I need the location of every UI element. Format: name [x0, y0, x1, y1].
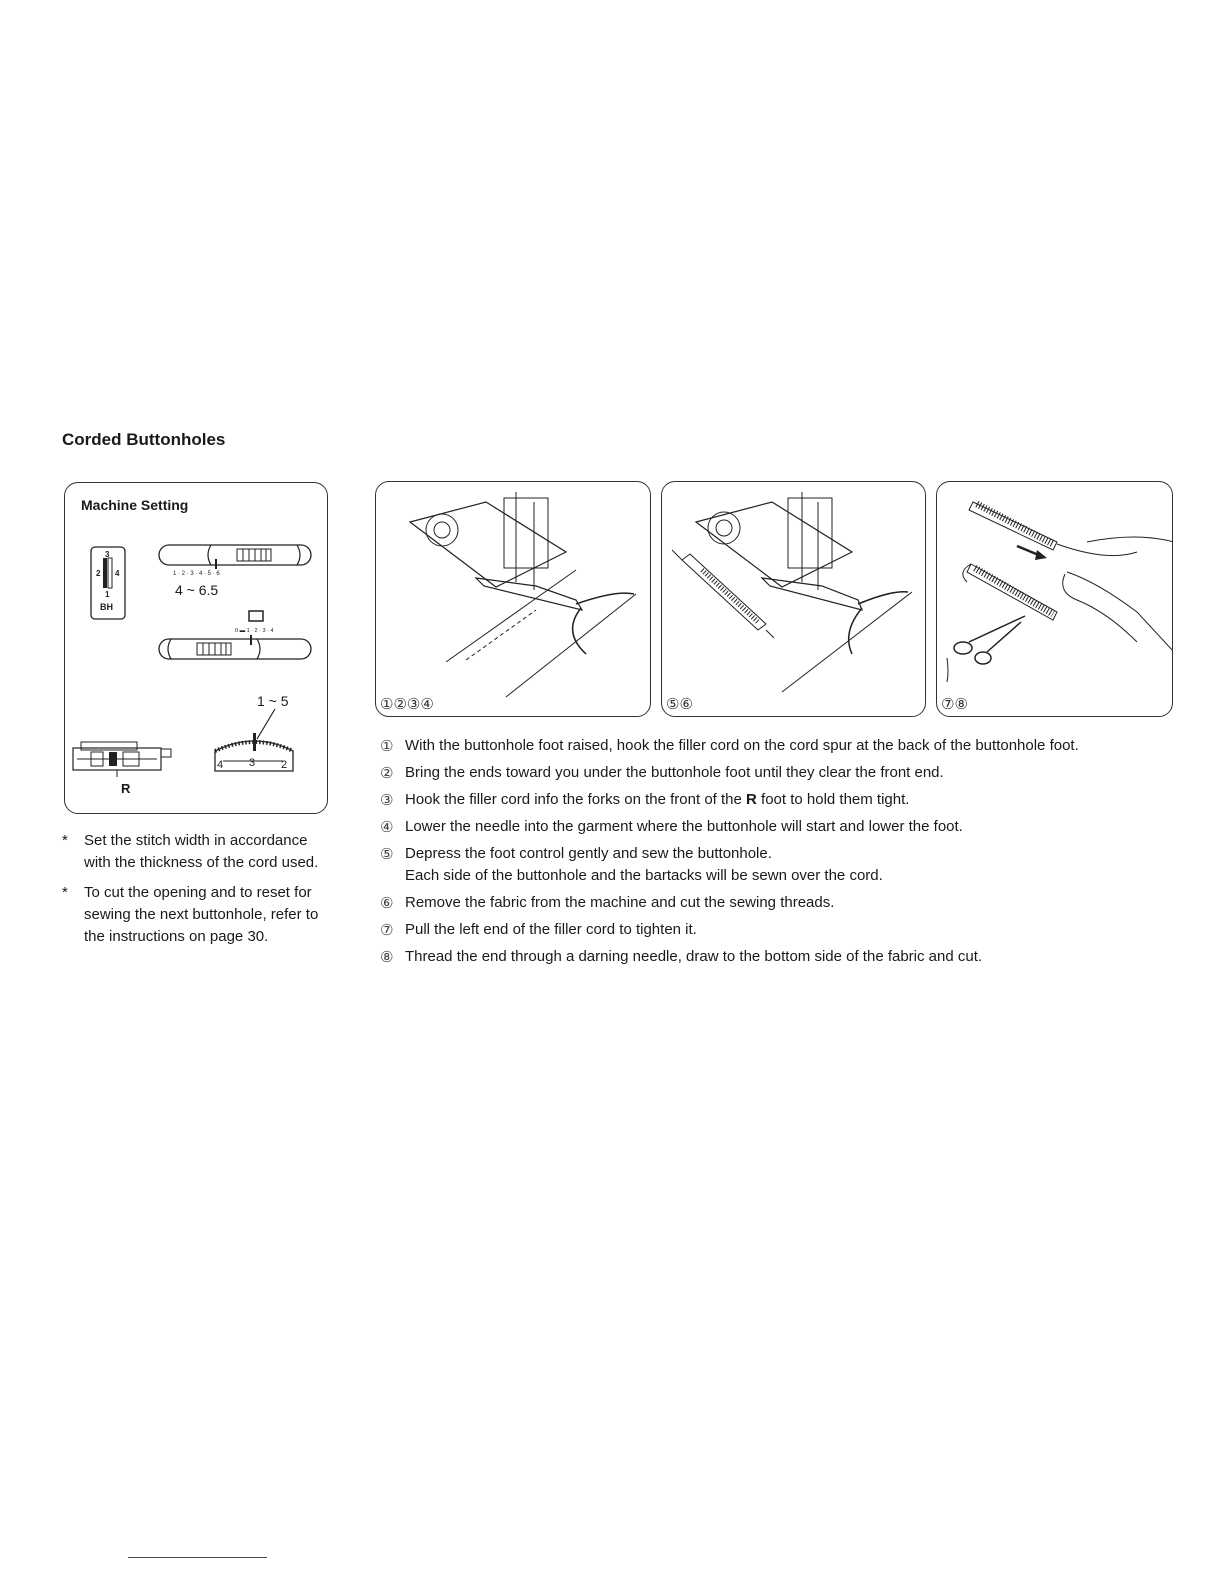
step-number: ④	[380, 818, 394, 836]
step-text: Pull the left end of the filler cord to tighten it.	[405, 921, 697, 938]
pattern-selector-icon	[91, 547, 125, 619]
step-text: Remove the fabric from the machine and cut the sewing threads.	[405, 894, 835, 911]
step-item	[380, 946, 1180, 968]
figure-label: ⑦⑧	[941, 695, 968, 713]
dial-mark-2: 2	[281, 759, 288, 771]
note-item	[62, 882, 332, 948]
presser-foot-r-icon	[73, 742, 171, 777]
machine-setting-title: Machine Setting	[81, 497, 189, 513]
note-bullet: *	[62, 832, 68, 849]
step-number: ②	[380, 764, 394, 782]
section-title: Corded Buttonholes	[62, 430, 226, 449]
stitch-width-slider-icon	[159, 545, 311, 577]
selector-mark-right: 4	[115, 569, 120, 578]
step-text-before: Hook the filler cord info the forks on the front of the	[405, 791, 747, 808]
selector-mark-left: 2	[96, 569, 101, 578]
stitch-length-range: 1 ~ 5	[257, 693, 289, 709]
step-text-after: foot to hold them tight.	[756, 791, 910, 808]
step-item	[380, 735, 1180, 757]
presser-foot-letter: R	[121, 781, 131, 796]
step-item	[380, 762, 1180, 784]
step-number: ⑧	[380, 948, 394, 966]
footer-rule	[128, 1557, 267, 1558]
dial-mark-3: 3	[249, 757, 256, 769]
tension-dial-icon	[215, 709, 293, 771]
step-number: ③	[380, 791, 394, 809]
step-text: With the buttonhole foot raised, hook the filler cord on the cord spur at the back of the buttonhole foot.	[405, 737, 1079, 754]
step-number: ⑦	[380, 921, 394, 939]
step-number: ⑤	[380, 845, 394, 863]
note-text: Set the stitch width in accordance with the thickness of the cord used.	[84, 832, 319, 871]
length-scale-marks: 0 ▬ 1 · 2 · 3 · 4	[235, 628, 274, 634]
figure-sew-buttonhole	[661, 481, 926, 717]
selector-mark-top: 3	[105, 550, 110, 559]
figure-label: ⑤⑥	[666, 695, 693, 713]
sewn-buttonhole-illustration	[662, 482, 926, 717]
instruction-steps	[380, 735, 1180, 973]
width-scale-marks: 1 · 2 · 3 · 4 · 5 · 6	[173, 571, 220, 577]
note-text: To cut the opening and to reset for sewing the next buttonhole, refer to the instructions on page 30.	[84, 884, 319, 945]
figure-tighten-cord	[936, 481, 1173, 717]
machine-setting-illustration	[65, 483, 329, 815]
note-bullet: *	[62, 884, 68, 901]
step-text-foot-letter: R	[746, 791, 757, 808]
step-item	[380, 892, 1180, 914]
step-text: Depress the foot control gently and sew the buttonhole.	[405, 845, 772, 862]
step-number: ⑥	[380, 894, 394, 912]
step-item	[380, 816, 1180, 838]
step-item	[380, 789, 1180, 811]
step-text: Thread the end through a darning needle, draw to the bottom side of the fabric and cut.	[405, 948, 983, 965]
stitch-width-range: 4 ~ 6.5	[175, 582, 219, 598]
note-item	[62, 830, 332, 874]
machine-setting-panel	[64, 482, 328, 814]
stitch-length-slider-icon	[159, 611, 311, 659]
step-text: Bring the ends toward you under the buttonhole foot until they clear the front end.	[405, 764, 944, 781]
notes-list	[62, 830, 332, 956]
step-text-continuation: Each side of the buttonhole and the bartacks will be sewn over the cord.	[405, 867, 883, 884]
corded-buttonhole-scissors-illustration	[937, 482, 1173, 717]
step-item	[380, 919, 1180, 941]
selector-mark-bh: BH	[100, 602, 113, 612]
step-item	[380, 843, 1180, 887]
figure-hook-cord	[375, 481, 651, 717]
step-text: Lower the needle into the garment where the buttonhole will start and lower the foot.	[405, 818, 963, 835]
figure-label: ①②③④	[380, 695, 434, 713]
step-number: ①	[380, 737, 394, 755]
selector-mark-bottom: 1	[105, 590, 110, 599]
dial-mark-4: 4	[217, 759, 224, 771]
buttonhole-foot-illustration	[376, 482, 651, 717]
